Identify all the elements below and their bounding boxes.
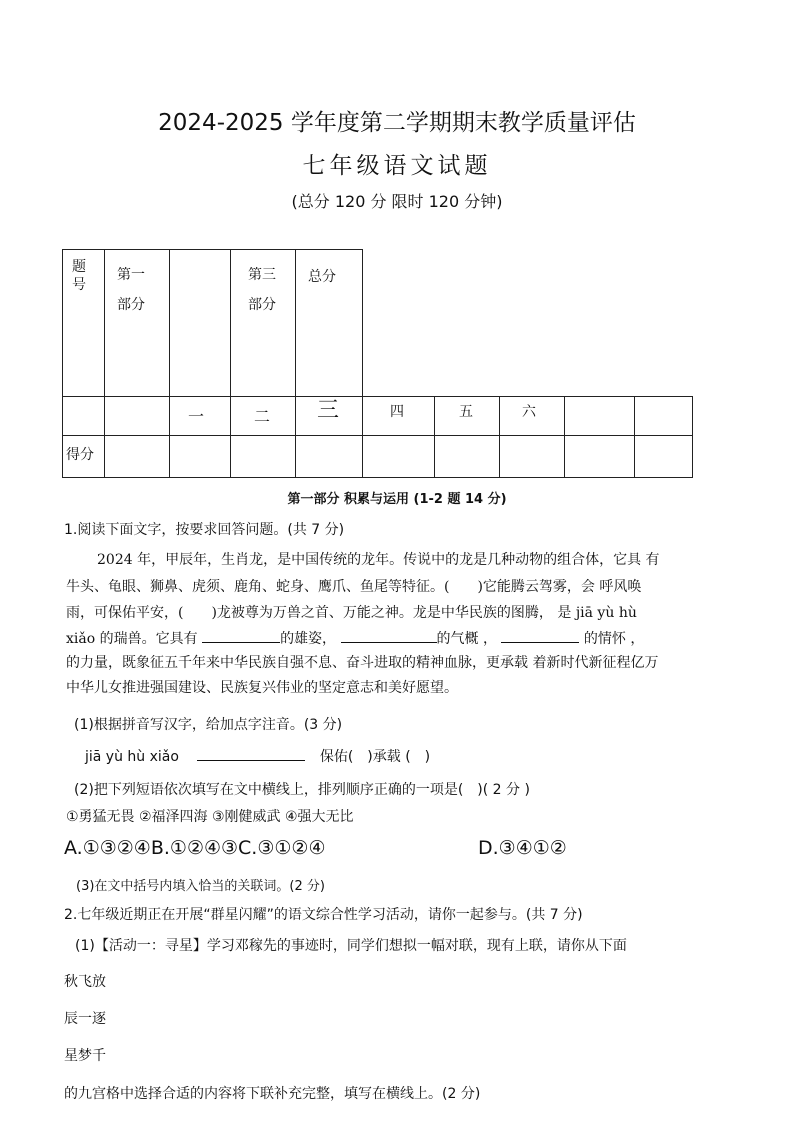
- passage-line-with-blanks: [66, 628, 644, 648]
- table-label-part-one: 第一部分: [117, 267, 145, 313]
- exam-note: (总分 120 分 限时 120 分钟): [291, 192, 503, 211]
- passage-text: 的情怀 ，: [583, 631, 645, 647]
- passage-line: 牛头、龟眼、狮鼻、虎须、鹿角、蛇身、鹰爪、鱼尾等特征。( )它能腾云驾雾，会 呼风唤: [66, 579, 642, 595]
- passage-line: 中华儿女推进强国建设、民族复兴伟业的坚定意志和美好愿望。: [66, 680, 458, 696]
- question-1-stem: 1.阅读下面文字，按要求回答问题。(共 7 分): [64, 522, 345, 538]
- passage-text: xiǎo 的瑞兽。它具有: [66, 631, 198, 647]
- part-one-heading: 第一部分 积累与运用 (1-2 题 14 分): [287, 492, 507, 507]
- table-col-3: 三: [317, 398, 340, 423]
- table-col-1: 一: [188, 407, 205, 426]
- passage-line: 雨，可保佑平安，( )龙被尊为万兽之首、万能之神。龙是中华民族的图腾， 是 jiā yù hù: [66, 605, 637, 621]
- question-1-sub3: (3)在文中括号内填入恰当的关联词。(2 分): [76, 879, 325, 894]
- table-col-4: 四: [390, 404, 404, 420]
- passage-text: 的气概 ，: [436, 631, 497, 647]
- table-col-2: 二: [254, 407, 271, 426]
- exam-subtitle: 七年级语文试题: [302, 153, 492, 179]
- answer-option-d: D.③④①②: [478, 837, 567, 859]
- table-col-6: 六: [522, 404, 536, 420]
- passage-text: 的雄姿，: [280, 631, 337, 647]
- nine-grid-line: 秋飞放: [64, 974, 106, 990]
- fill-blank[interactable]: [202, 628, 280, 643]
- nine-grid-line: 星梦千: [64, 1048, 106, 1064]
- table-label-total: 总分: [308, 269, 336, 285]
- question-2-activity-1-tail: 的九宫格中选择合适的内容将下联补充完整，填写在横线上。(2 分): [64, 1086, 481, 1102]
- pinyin-tail-text: 保佑( )承载 ( ): [319, 749, 431, 765]
- passage-line: 的力量，既象征五千年来中华民族自强不息、奋斗进取的精神血脉，更承载 着新时代新征程亿万: [66, 655, 659, 671]
- passage-line: 2024 年，甲辰年，生肖龙，是中国传统的龙年。传说中的龙是几种动物的组合体，它具 有: [97, 552, 660, 568]
- question-1-sub1: (1)根据拼音写汉字，给加点字注音。(3 分): [74, 717, 343, 733]
- question-2-activity-1: (1)【活动一：寻星】学习邓稼先的事迹时，同学们想拟一幅对联，现有上联，请你从下面: [75, 938, 627, 954]
- pinyin-text: jiā yù hù xiǎo: [85, 749, 179, 765]
- answer-options: A.①③②④B.①②④③C.③①②④: [64, 837, 326, 859]
- table-label-score: 得分: [66, 447, 94, 463]
- question-1-sub2: (2)把下列短语依次填写在文中横线上，排列顺序正确的一项是( )( 2 分 ): [74, 782, 530, 798]
- pinyin-answer-blank[interactable]: [197, 746, 305, 761]
- table-label-part-three: 第三部分: [248, 267, 276, 313]
- table-col-5: 五: [459, 404, 473, 420]
- pinyin-row: [85, 746, 430, 766]
- exam-title: 2024-2025 学年度第二学期期末教学质量评估: [158, 110, 636, 136]
- fill-blank[interactable]: [501, 628, 579, 643]
- phrase-list: ①勇猛无畏 ②福泽四海 ③刚健威武 ④强大无比: [66, 809, 354, 825]
- fill-blank[interactable]: [341, 628, 437, 643]
- nine-grid-line: 辰一逐: [64, 1011, 106, 1027]
- question-2-stem: 2.七年级近期正在开展“群星闪耀”的语文综合性学习活动，请你一起参与。(共 7 分): [64, 907, 583, 923]
- table-label-question-number: 题号: [72, 259, 86, 293]
